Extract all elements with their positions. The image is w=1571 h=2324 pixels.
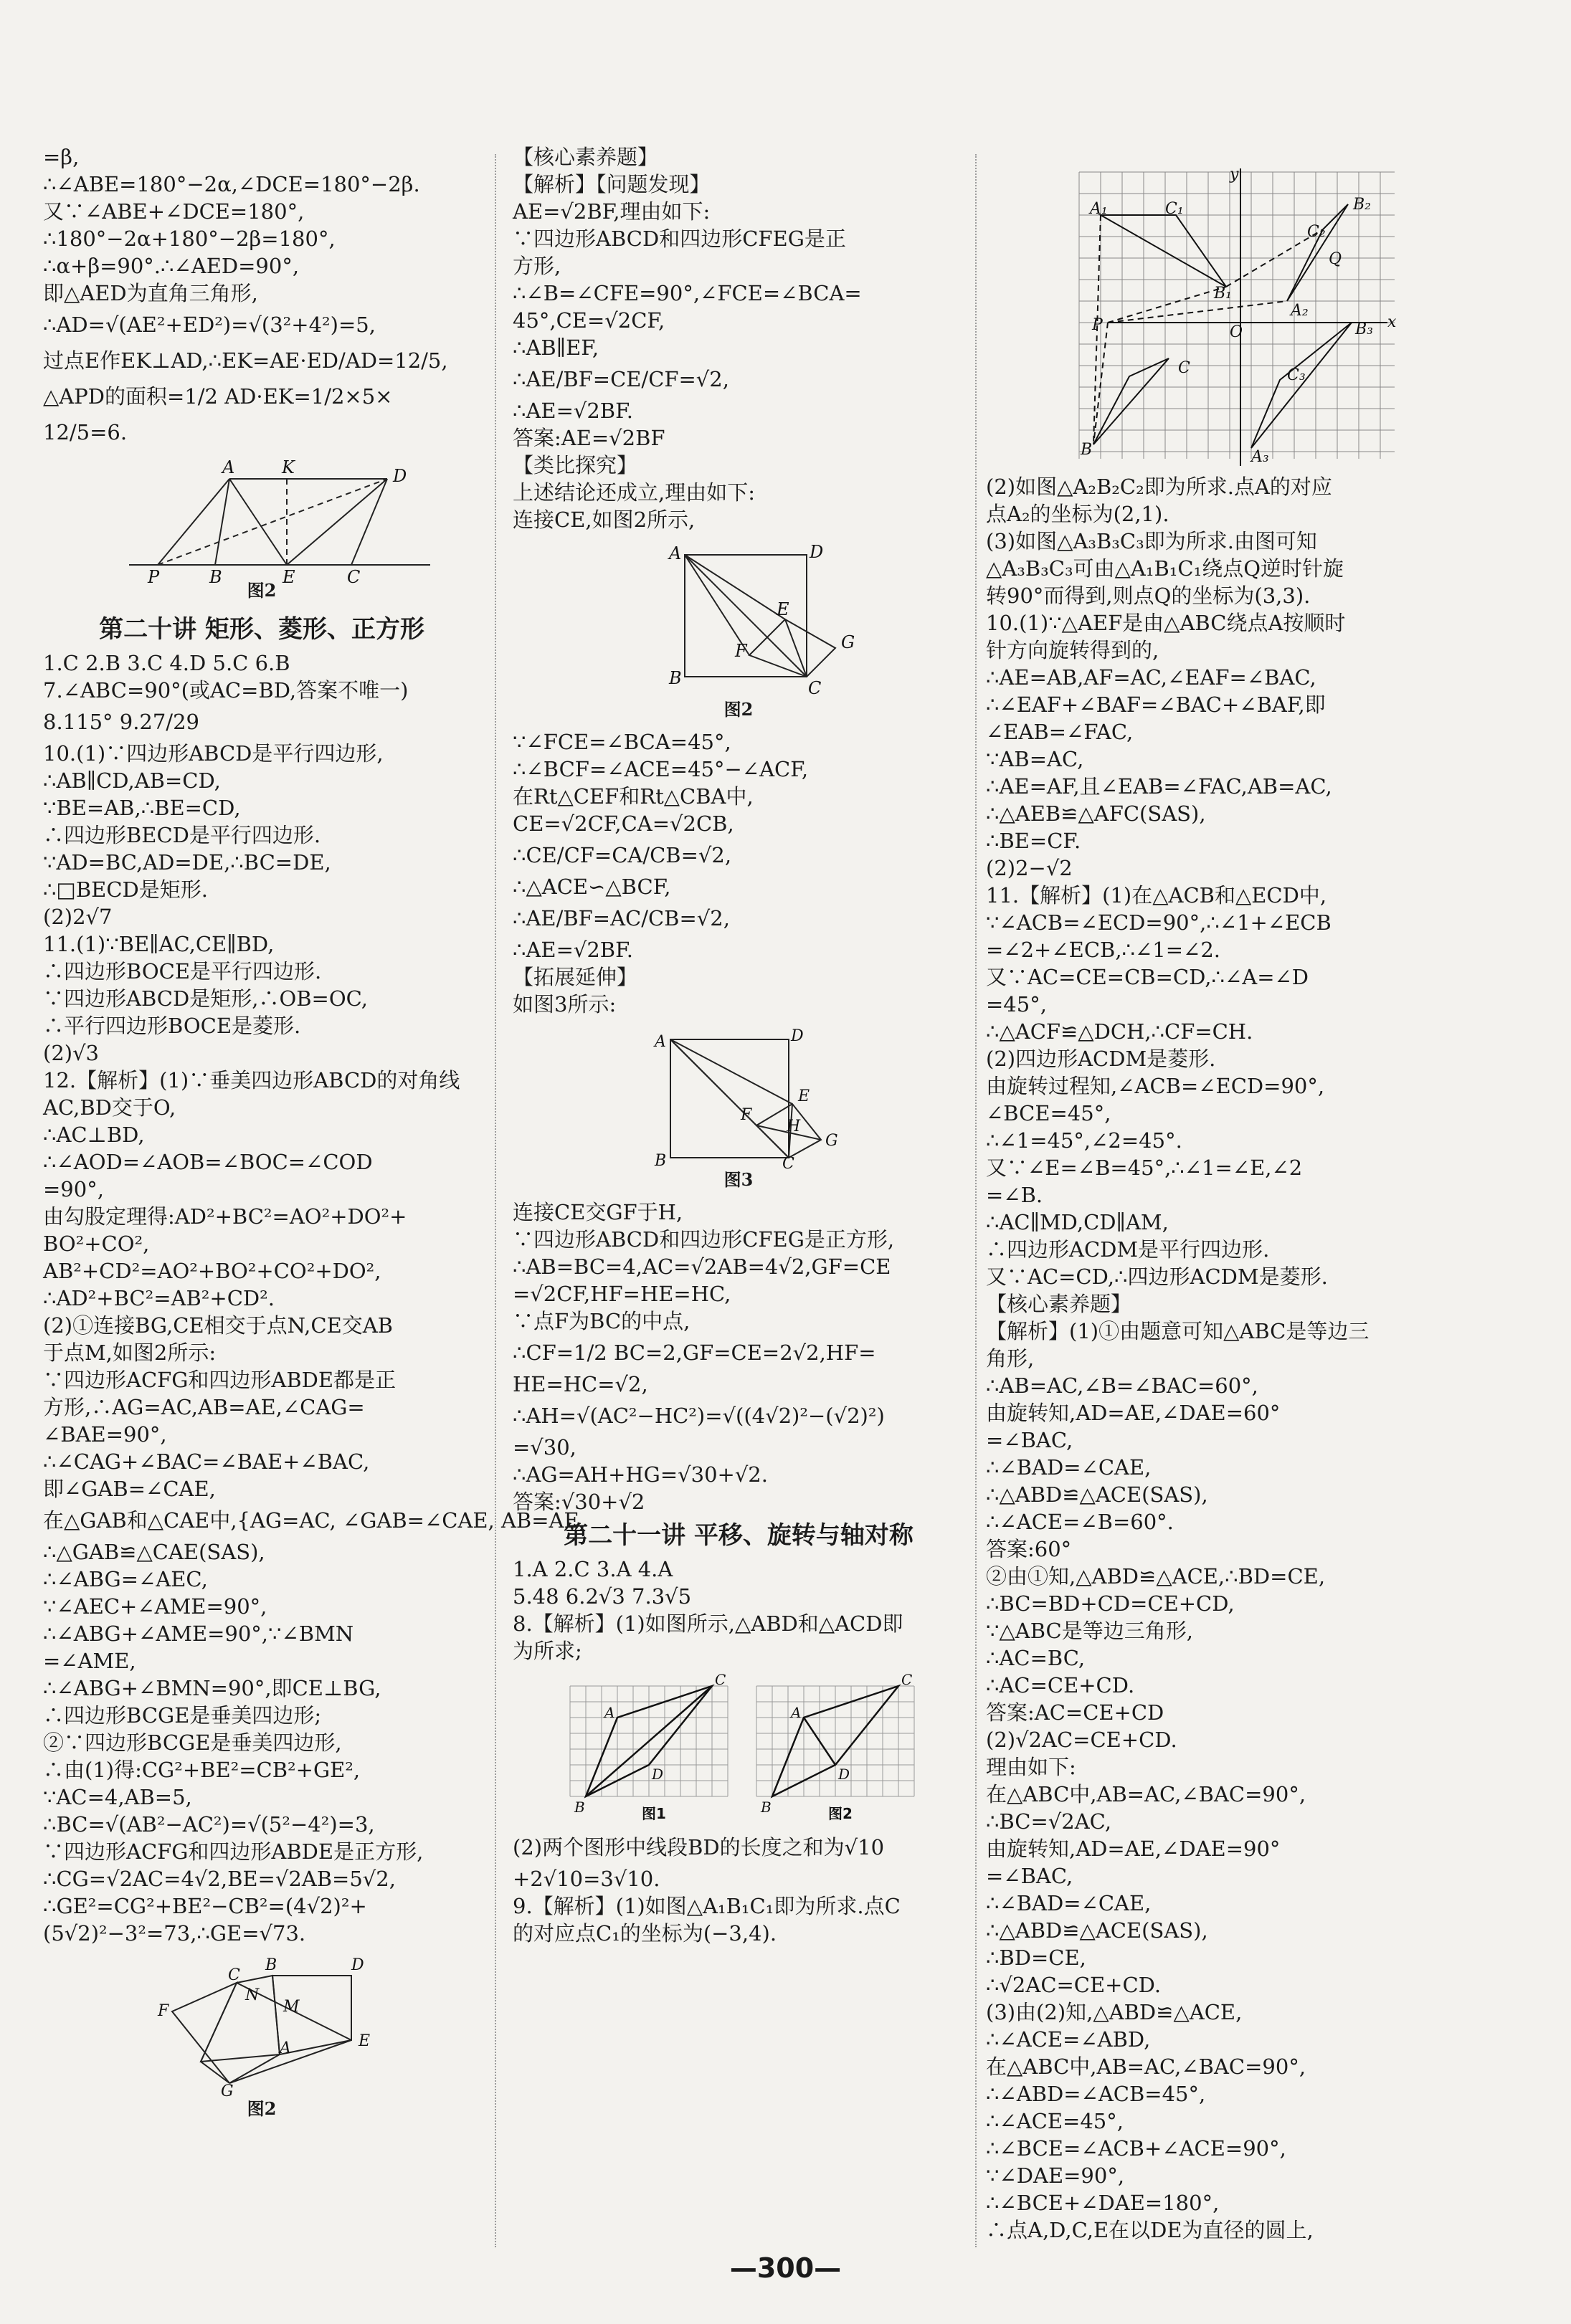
figure-label: C xyxy=(782,1155,794,1173)
text-line: 即△AED为直角三角形, xyxy=(43,281,258,305)
text-line: 在△ABC中,AB=AC,∠BAC=90°, xyxy=(986,1782,1306,1806)
text-line: ∴∠EAF+∠BAF=∠BAC+∠BAF,即 xyxy=(986,692,1326,717)
figure-label: B xyxy=(265,1956,277,1974)
text-line: ∴BC=√2AC, xyxy=(986,1809,1112,1834)
text-line: =∠B. xyxy=(986,1183,1043,1207)
text-line: ∴AG=AH+HG=√30+√2. xyxy=(513,1462,768,1487)
text-line: 即∠GAB=∠CAE, xyxy=(43,1477,216,1501)
text-line: 为所求; xyxy=(513,1639,582,1663)
text-line: ∴√2AC=CE+CD. xyxy=(986,1973,1162,1997)
text-line: CE=√2CF,CA=√2CB, xyxy=(513,811,734,836)
text-line: ②由①知,△ABD≌△ACE,∴BD=CE, xyxy=(986,1564,1326,1589)
text-line: 在△ABC中,AB=AC,∠BAC=90°, xyxy=(986,2054,1306,2079)
figure-label: C₁ xyxy=(1165,200,1184,218)
text-line: ∴GE²=CG²+BE²−CB²=(4√2)²+ xyxy=(43,1894,367,1918)
figure-caption: 图1 xyxy=(642,1805,666,1822)
text-line: ∵AD=BC,AD=DE,∴BC=DE, xyxy=(43,850,331,875)
column-middle xyxy=(513,143,964,2237)
figure-label: B₁ xyxy=(1214,285,1232,303)
text-line: 5.48 6.2√3 7.3√5 xyxy=(513,1584,692,1609)
figure-label: D xyxy=(351,1956,364,1974)
figure-label: F xyxy=(158,2002,169,2020)
text-line: ∵∠ACB=∠ECD=90°,∴∠1+∠ECB xyxy=(986,910,1332,935)
text-line: ∴△AEB≌△AFC(SAS), xyxy=(986,801,1206,826)
figure-label: F xyxy=(741,1106,752,1124)
text-line: ∴AB∥EF, xyxy=(513,335,599,360)
figure-label: A xyxy=(280,2039,291,2057)
text-line: ∵四边形ABCD和四边形CFEG是正 xyxy=(513,227,846,251)
text-line: ∴AE/BF=AC/CB=√2, xyxy=(513,906,730,930)
text-line: ∴△ACF≌△DCH,∴CF=CH. xyxy=(986,1019,1253,1044)
column-divider xyxy=(495,154,496,2247)
text-line: ∵∠DAE=90°, xyxy=(986,2163,1125,2188)
text-line: ∴BC=BD+CD=CE+CD, xyxy=(986,1591,1235,1616)
text-line: △APD的面积=1/2 AD·EK=1/2×5× xyxy=(43,384,393,409)
text-line: 如图3所示: xyxy=(513,992,617,1016)
text-line: ∴∠BCE+∠DAE=180°, xyxy=(986,2191,1220,2215)
text-line: ∴AD²+BC²=AB²+CD². xyxy=(43,1286,275,1310)
text-line: 方形, xyxy=(513,254,561,278)
text-line: =∠AME, xyxy=(43,1649,136,1673)
text-line: 【解析】(1)①由题意可知△ABC是等边三 xyxy=(986,1319,1370,1343)
figure-caption: 图2 xyxy=(247,2098,277,2119)
text-line: ∴CF=1/2 BC=2,GF=CE=2√2,HF= xyxy=(513,1340,876,1365)
text-line: ∴∠ACE=45°, xyxy=(986,2109,1124,2133)
text-line: ∵四边形ACFG和四边形ABDE都是正 xyxy=(43,1368,397,1392)
figure-caption: 图2 xyxy=(247,580,277,601)
text-line: 【核心素养题】 xyxy=(986,1292,1132,1316)
text-line: ∵AB=AC, xyxy=(986,747,1084,771)
figure-label: E xyxy=(777,599,789,619)
text-line: ∴AH=√(AC²−HC²)=√((4√2)²−(√2)²) xyxy=(513,1404,885,1428)
text-line: 在△GAB和△CAE中,{AG=AC, ∠GAB=∠CAE, AB=AE, xyxy=(43,1508,586,1533)
figure-label: E xyxy=(359,2032,371,2050)
figure-label: B xyxy=(669,668,682,688)
figure-label: A₃ xyxy=(1251,448,1269,466)
text-line: 连接CE,如图2所示, xyxy=(513,508,696,532)
text-line: 方形,∴AG=AC,AB=AE,∠CAG= xyxy=(43,1395,365,1419)
figure-label: y xyxy=(1230,166,1239,184)
text-line: ∴AC∥MD,CD∥AM, xyxy=(986,1210,1169,1234)
text-line: +2√10=3√10. xyxy=(513,1867,660,1891)
figure-label: C₂ xyxy=(1307,223,1326,241)
figure-label: O xyxy=(1230,323,1243,341)
text-line: ∵∠FCE=∠BCA=45°, xyxy=(513,730,731,754)
text-line: 过点E作EK⊥AD,∴EK=AE·ED/AD=12/5, xyxy=(43,348,448,373)
text-line: 9.【解析】(1)如图△A₁B₁C₁即为所求.点C xyxy=(513,1894,901,1918)
text-line: 答案:AE=√2BF xyxy=(513,426,665,450)
text-line: ∴∠ABG=∠AEC, xyxy=(43,1567,208,1591)
figure-label: P xyxy=(1092,316,1103,334)
figure-caption: 图2 xyxy=(828,1805,853,1822)
text-line: ∵AC=4,AB=5, xyxy=(43,1785,192,1809)
text-line: ∴∠BAD=∠CAE, xyxy=(986,1891,1152,1915)
text-line: 【拓展延伸】 xyxy=(513,965,638,989)
text-line: 由勾股定理得:AD²+BC²=AO²+DO²+ xyxy=(43,1204,407,1229)
text-line: ∴△GAB≌△CAE(SAS), xyxy=(43,1540,265,1564)
text-line: =√30, xyxy=(513,1435,576,1459)
text-line: ∴180°−2α+180°−2β=180°, xyxy=(43,227,336,251)
text-line: △A₃B₃C₃可由△A₁B₁C₁绕点Q逆时针旋 xyxy=(986,556,1344,581)
text-line: AE=√2BF,理由如下: xyxy=(513,199,711,224)
text-line: (5√2)²−3²=73,∴GE=√73. xyxy=(43,1921,306,1946)
figure-label: A xyxy=(791,1704,802,1721)
text-line: ∴AB=BC=4,AC=√2AB=4√2,GF=CE xyxy=(513,1254,891,1279)
column-right xyxy=(986,165,1488,2258)
text-line: ∵四边形ABCD和四边形CFEG是正方形, xyxy=(513,1227,895,1252)
text-line: (2)①连接BG,CE相交于点N,CE交AB xyxy=(43,1313,393,1338)
text-line: 的对应点C₁的坐标为(−3,4). xyxy=(513,1921,777,1946)
text-line: 由旋转知,AD=AE,∠DAE=60° xyxy=(986,1401,1281,1425)
text-line: ∴□BECD是矩形. xyxy=(43,877,208,902)
text-line: ∴AC⊥BD, xyxy=(43,1123,145,1147)
figure-square-a xyxy=(513,540,964,721)
text-line: =∠BAC, xyxy=(986,1864,1073,1888)
figure-label: C xyxy=(715,1671,726,1688)
text-line: AB²+CD²=AO²+BO²+CO²+DO², xyxy=(43,1259,381,1283)
figure-label: A₂ xyxy=(1291,302,1309,320)
figure-label: D xyxy=(652,1766,664,1783)
figure-trapezoid xyxy=(43,457,480,602)
text-line: 12.【解析】(1)∵垂美四边形ABCD的对角线 xyxy=(43,1068,460,1092)
text-line: (3)由(2)知,△ABD≌△ACE, xyxy=(986,2000,1243,2024)
figure-label: C xyxy=(347,567,361,587)
text-line: 1.C 2.B 3.C 4.D 5.C 6.B xyxy=(43,651,290,675)
figure-label: B₂ xyxy=(1353,196,1371,214)
text-line: ∴AB=AC,∠B=∠BAC=60°, xyxy=(986,1373,1258,1398)
text-line: 又∵∠E=∠B=45°,∴∠1=∠E,∠2 xyxy=(986,1156,1303,1180)
text-line: 10.(1)∵四边形ABCD是平行四边形, xyxy=(43,741,384,766)
text-line: ∴∠ABG+∠AME=90°,∵∠BMN xyxy=(43,1621,354,1646)
figure-label: D xyxy=(393,466,407,486)
text-line: 【类比探究】 xyxy=(513,453,638,477)
figure-label: B₃ xyxy=(1355,320,1373,338)
text-line: =β, xyxy=(43,145,80,169)
text-line: =45°, xyxy=(986,992,1047,1016)
text-line: 由旋转知,AD=AE,∠DAE=90° xyxy=(986,1837,1281,1861)
text-line: HE=HC=√2, xyxy=(513,1372,648,1396)
text-line: 又∵AC=CD,∴四边形ACDM是菱形. xyxy=(986,1265,1328,1289)
text-line: ∴BD=CE, xyxy=(986,1946,1086,1970)
text-line: ∴四边形BOCE是平行四边形. xyxy=(43,959,322,984)
section-heading: 第二十讲 矩形、菱形、正方形 xyxy=(99,615,424,644)
text-line: (2)√3 xyxy=(43,1041,100,1065)
text-line: (2)2√7 xyxy=(43,905,113,929)
text-line: ②∵四边形BCGE是垂美四边形, xyxy=(43,1730,342,1755)
text-line: 答案:AC=CE+CD xyxy=(986,1700,1164,1725)
text-line: =√2CF,HF=HE=HC, xyxy=(513,1282,731,1306)
figure-label: E xyxy=(283,567,295,587)
text-line: ∴∠ACE=∠B=60°. xyxy=(986,1510,1174,1534)
text-line: ∴∠ABE=180°−2α,∠DCE=180°−2β. xyxy=(43,172,420,196)
text-line: ∴四边形BCGE是垂美四边形; xyxy=(43,1703,322,1728)
text-line: ∴△ACE∽△BCF, xyxy=(513,875,671,899)
text-line: ∴△ABD≌△ACE(SAS), xyxy=(986,1482,1208,1507)
text-line: ∴由(1)得:CG²+BE²=CB²+GE², xyxy=(43,1758,361,1782)
text-line: 11.【解析】(1)在△ACB和△ECD中, xyxy=(986,883,1327,908)
text-line: ∴AE=AB,AF=AC,∠EAF=∠BAC, xyxy=(986,665,1316,690)
text-line: ∵∠AEC+∠AME=90°, xyxy=(43,1594,267,1619)
text-line: 转90°而得到,则点Q的坐标为(3,3). xyxy=(986,584,1311,608)
figure-label: D xyxy=(838,1766,850,1783)
text-line: 角形, xyxy=(986,1346,1035,1371)
figure-label: D xyxy=(810,542,824,562)
text-line: (2)2−√2 xyxy=(986,856,1073,880)
text-line: 【解析】【问题发现】 xyxy=(513,172,711,196)
section-heading: 第二十一讲 平移、旋转与轴对称 xyxy=(564,1521,913,1550)
text-line: ∴AB∥CD,AB=CD, xyxy=(43,768,221,793)
figure-label: K xyxy=(282,457,295,477)
text-line: ∵四边形ABCD是矩形,∴OB=OC, xyxy=(43,986,368,1011)
text-line: ∵四边形ACFG和四边形ABDE是正方形, xyxy=(43,1839,424,1864)
text-line: 10.(1)∵△AEF是由△ABC绕点A按顺时 xyxy=(986,611,1346,635)
text-line: ∴CG=√2AC=4√2,BE=√2AB=5√2, xyxy=(43,1867,396,1891)
text-line: ∠EAB=∠FAC, xyxy=(986,720,1134,744)
text-line: 1.A 2.C 3.A 4.A xyxy=(513,1557,673,1581)
figure-label: C xyxy=(808,678,822,698)
figure-label: D xyxy=(791,1027,804,1045)
figure-label: C xyxy=(1178,359,1190,377)
text-line: ∴AC=CE+CD. xyxy=(986,1673,1135,1697)
figure-label: E xyxy=(798,1087,810,1105)
text-line: 又∵AC=CE=CB=CD,∴∠A=∠D xyxy=(986,965,1309,989)
text-line: (2)两个图形中线段BD的长度之和为√10 xyxy=(513,1835,885,1859)
text-line: 12/5=6. xyxy=(43,420,128,444)
text-line: ∴∠ABD=∠ACB=45°, xyxy=(986,2082,1206,2106)
text-line: ∴四边形BECD是平行四边形. xyxy=(43,823,321,847)
figure-label: A₁ xyxy=(1090,200,1108,218)
text-line: =90°, xyxy=(43,1177,104,1201)
figure-label: G xyxy=(221,2082,234,2100)
text-line: 由旋转过程知,∠ACB=∠ECD=90°, xyxy=(986,1074,1325,1098)
figure-label: C xyxy=(228,1966,240,1984)
figure-label: B xyxy=(574,1799,585,1816)
figure-label: M xyxy=(283,1998,300,2016)
figure-squares xyxy=(43,1954,480,2120)
column-divider xyxy=(975,154,977,2247)
text-line: AC,BD交于O, xyxy=(43,1095,176,1120)
figure-coordinate-grid xyxy=(986,165,1488,466)
figure-grids xyxy=(513,1672,964,1822)
text-line: ∴AE=AF,且∠EAB=∠FAC,AB=AC, xyxy=(986,774,1332,799)
text-line: ∴∠1=45°,∠2=45°. xyxy=(986,1128,1182,1153)
text-line: ∴∠ACE=∠ABD, xyxy=(986,2027,1151,2052)
text-line: ∴∠AOD=∠AOB=∠BOC=∠COD xyxy=(43,1150,373,1174)
text-line: ∠BCE=45°, xyxy=(986,1101,1111,1125)
text-line: (3)如图△A₃B₃C₃即为所求.由图可知 xyxy=(986,529,1317,553)
text-line: ∴BC=√(AB²−AC²)=√(5²−4²)=3, xyxy=(43,1812,375,1837)
text-line: ∴∠BAD=∠CAE, xyxy=(986,1455,1152,1480)
text-line: 【核心素养题】 xyxy=(513,145,659,169)
text-line: BO²+CO², xyxy=(43,1232,150,1256)
text-line: 于点M,如图2所示: xyxy=(43,1340,217,1365)
text-line: ∵点F为BC的中点, xyxy=(513,1309,690,1333)
figure-caption: 图3 xyxy=(723,1169,754,1190)
text-line: (2)四边形ACDM是菱形. xyxy=(986,1047,1216,1071)
text-line: ∴AC=BC, xyxy=(986,1646,1086,1670)
figure-label: A xyxy=(604,1704,615,1721)
figure-label: A xyxy=(655,1033,666,1051)
text-line: ∴点A,D,C,E在以DE为直径的圆上, xyxy=(986,2218,1314,2242)
figure-label: F xyxy=(735,641,747,661)
text-line: 7.∠ABC=90°(或AC=BD,答案不唯一) xyxy=(43,678,409,703)
text-line: 点A₂的坐标为(2,1). xyxy=(986,502,1169,526)
figure-square-b xyxy=(513,1025,964,1191)
page-number: —300— xyxy=(729,2252,842,2284)
text-line: 8.【解析】(1)如图所示,△ABD和△ACD即 xyxy=(513,1611,903,1636)
text-line: ∴AD=√(AE²+ED²)=√(3²+4²)=5, xyxy=(43,313,376,337)
figure-label: N xyxy=(245,1986,260,2004)
figure-label: B xyxy=(761,1799,772,1816)
text-line: ∴平行四边形BOCE是菱形. xyxy=(43,1014,301,1038)
text-line: ∠BAE=90°, xyxy=(43,1422,167,1447)
text-line: 又∵∠ABE+∠DCE=180°, xyxy=(43,199,305,224)
figure-label: B xyxy=(655,1152,667,1170)
figure-label: C₃ xyxy=(1287,366,1306,384)
text-line: 8.115° 9.27/29 xyxy=(43,710,199,734)
text-line: ∴∠BCE=∠ACB+∠ACE=90°, xyxy=(986,2136,1286,2161)
text-line: ∴∠B=∠CFE=90°,∠FCE=∠BCA= xyxy=(513,281,862,305)
figure-label: B xyxy=(1081,441,1093,459)
text-line: ∴∠ABG+∠BMN=90°,即CE⊥BG, xyxy=(43,1676,381,1700)
figure-label: Q xyxy=(1329,250,1342,268)
figure-caption: 图2 xyxy=(723,699,754,720)
text-line: 理由如下: xyxy=(986,1755,1076,1779)
text-line: 答案:√30+√2 xyxy=(513,1490,645,1514)
figure-label: H xyxy=(787,1118,801,1135)
text-line: 45°,CE=√2CF, xyxy=(513,308,665,333)
text-line: =∠2+∠ECB,∴∠1=∠2. xyxy=(986,938,1221,962)
text-line: 11.(1)∵BE∥AC,CE∥BD, xyxy=(43,932,275,956)
text-line: (2)√2AC=CE+CD. xyxy=(986,1728,1177,1752)
text-line: =∠BAC, xyxy=(986,1428,1073,1452)
figure-label: P xyxy=(148,567,160,587)
text-line: ∴BE=CF. xyxy=(986,829,1081,853)
text-line: 上述结论还成立,理由如下: xyxy=(513,480,755,505)
text-line: ∵△ABC是等边三角形, xyxy=(986,1619,1193,1643)
figure-label: C xyxy=(901,1671,913,1688)
figure-label: A xyxy=(669,543,682,563)
text-line: ∴AE=√2BF. xyxy=(513,938,633,962)
text-line: 在Rt△CEF和Rt△CBA中, xyxy=(513,784,754,809)
text-line: ∴AE/BF=CE/CF=√2, xyxy=(513,367,729,391)
figure-label: B xyxy=(209,567,222,587)
text-line: ∴△ABD≌△ACE(SAS), xyxy=(986,1918,1208,1943)
text-line: ∴∠CAG+∠BAC=∠BAE+∠BAC, xyxy=(43,1449,370,1474)
text-line: ∴∠BCF=∠ACE=45°−∠ACF, xyxy=(513,757,809,781)
figure-label: A xyxy=(222,457,235,477)
text-line: 针方向旋转得到的, xyxy=(986,638,1159,662)
text-line: ∴CE/CF=CA/CB=√2, xyxy=(513,843,732,867)
figure-label: G xyxy=(825,1132,838,1150)
text-line: ∴四边形ACDM是平行四边形. xyxy=(986,1237,1270,1262)
text-line: ∴AE=√2BF. xyxy=(513,399,633,423)
text-line: 连接CE交GF于H, xyxy=(513,1200,683,1224)
text-line: (2)如图△A₂B₂C₂即为所求.点A的对应 xyxy=(986,475,1332,499)
text-line: ∵BE=AB,∴BE=CD, xyxy=(43,796,241,820)
text-line: ∴α+β=90°.∴∠AED=90°, xyxy=(43,254,300,278)
figure-label: x xyxy=(1387,313,1397,331)
figure-label: G xyxy=(841,632,855,652)
text-line: 答案:60° xyxy=(986,1537,1072,1561)
